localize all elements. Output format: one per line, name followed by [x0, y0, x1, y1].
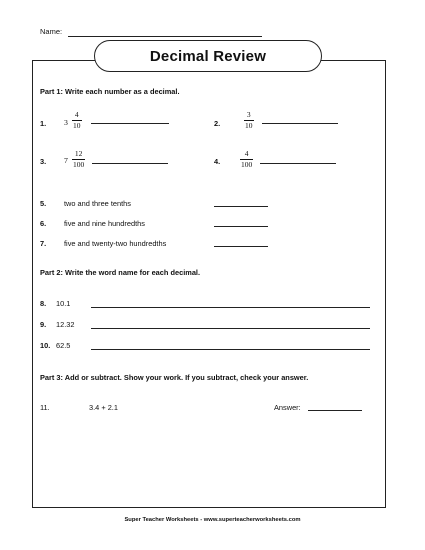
answer-line-6[interactable]	[214, 226, 268, 227]
decimal-value: 10.1	[56, 299, 71, 308]
question-number: 6.	[40, 219, 47, 228]
answer-line-8[interactable]	[91, 307, 370, 308]
question-number: 8.	[40, 299, 47, 308]
part3-heading: Part 3: Add or subtract. Show your work. If you subtract, check your answer.	[40, 373, 309, 382]
question-text: five and twenty-two hundredths	[64, 239, 167, 248]
part2-heading: Part 2: Write the word name for each decimal.	[40, 268, 201, 277]
fraction-denominator: 100	[241, 159, 253, 169]
fraction	[72, 150, 85, 168]
mixed-number-whole: 7	[64, 156, 68, 165]
answer-line-9[interactable]	[91, 328, 370, 329]
question-number: 5.	[40, 199, 47, 208]
worksheet-frame	[32, 60, 386, 508]
answer-line-7[interactable]	[214, 246, 268, 247]
fraction-numerator: 12	[74, 149, 83, 158]
fraction-denominator: 10	[245, 120, 253, 130]
title-banner	[94, 40, 322, 72]
part1-heading: Part 1: Write each number as a decimal.	[40, 87, 180, 96]
fraction-numerator: 3	[246, 110, 251, 119]
fraction-numerator: 4	[244, 149, 249, 158]
question-number: 7.	[40, 239, 47, 248]
footer-credit: Super Teacher Worksheets - www.superteacherworksheets.com	[124, 517, 301, 523]
answer-line-4[interactable]	[260, 163, 336, 164]
answer-label: Answer:	[274, 403, 301, 412]
fraction-denominator: 100	[73, 159, 85, 169]
fraction-denominator: 10	[73, 120, 81, 130]
question-number: 2.	[214, 119, 221, 128]
answer-line-2[interactable]	[262, 123, 338, 124]
answer-line-3[interactable]	[92, 163, 168, 164]
name-input-line[interactable]	[68, 36, 262, 37]
fraction	[244, 111, 254, 129]
mixed-number-whole: 3	[64, 118, 68, 127]
answer-line-11[interactable]	[308, 410, 362, 411]
question-number: 11.	[40, 403, 50, 412]
fraction-numerator: 4	[74, 110, 79, 119]
answer-line-10[interactable]	[91, 349, 370, 350]
question-number: 1.	[40, 119, 47, 128]
question-number: 10.	[40, 341, 51, 350]
page-title: Decimal Review	[149, 47, 267, 65]
decimal-value: 62.5	[56, 341, 71, 350]
question-number: 4.	[214, 157, 221, 166]
question-text: five and nine hundredths	[64, 219, 145, 228]
fraction	[72, 111, 82, 129]
answer-line-5[interactable]	[214, 206, 268, 207]
math-expression: 3.4 + 2.1	[89, 403, 118, 412]
fraction	[240, 150, 253, 168]
question-number: 9.	[40, 320, 47, 329]
decimal-value: 12.32	[56, 320, 75, 329]
question-number: 3.	[40, 157, 47, 166]
name-label: Name:	[40, 27, 63, 36]
question-text: two and three tenths	[64, 199, 131, 208]
answer-line-1[interactable]	[91, 123, 169, 124]
